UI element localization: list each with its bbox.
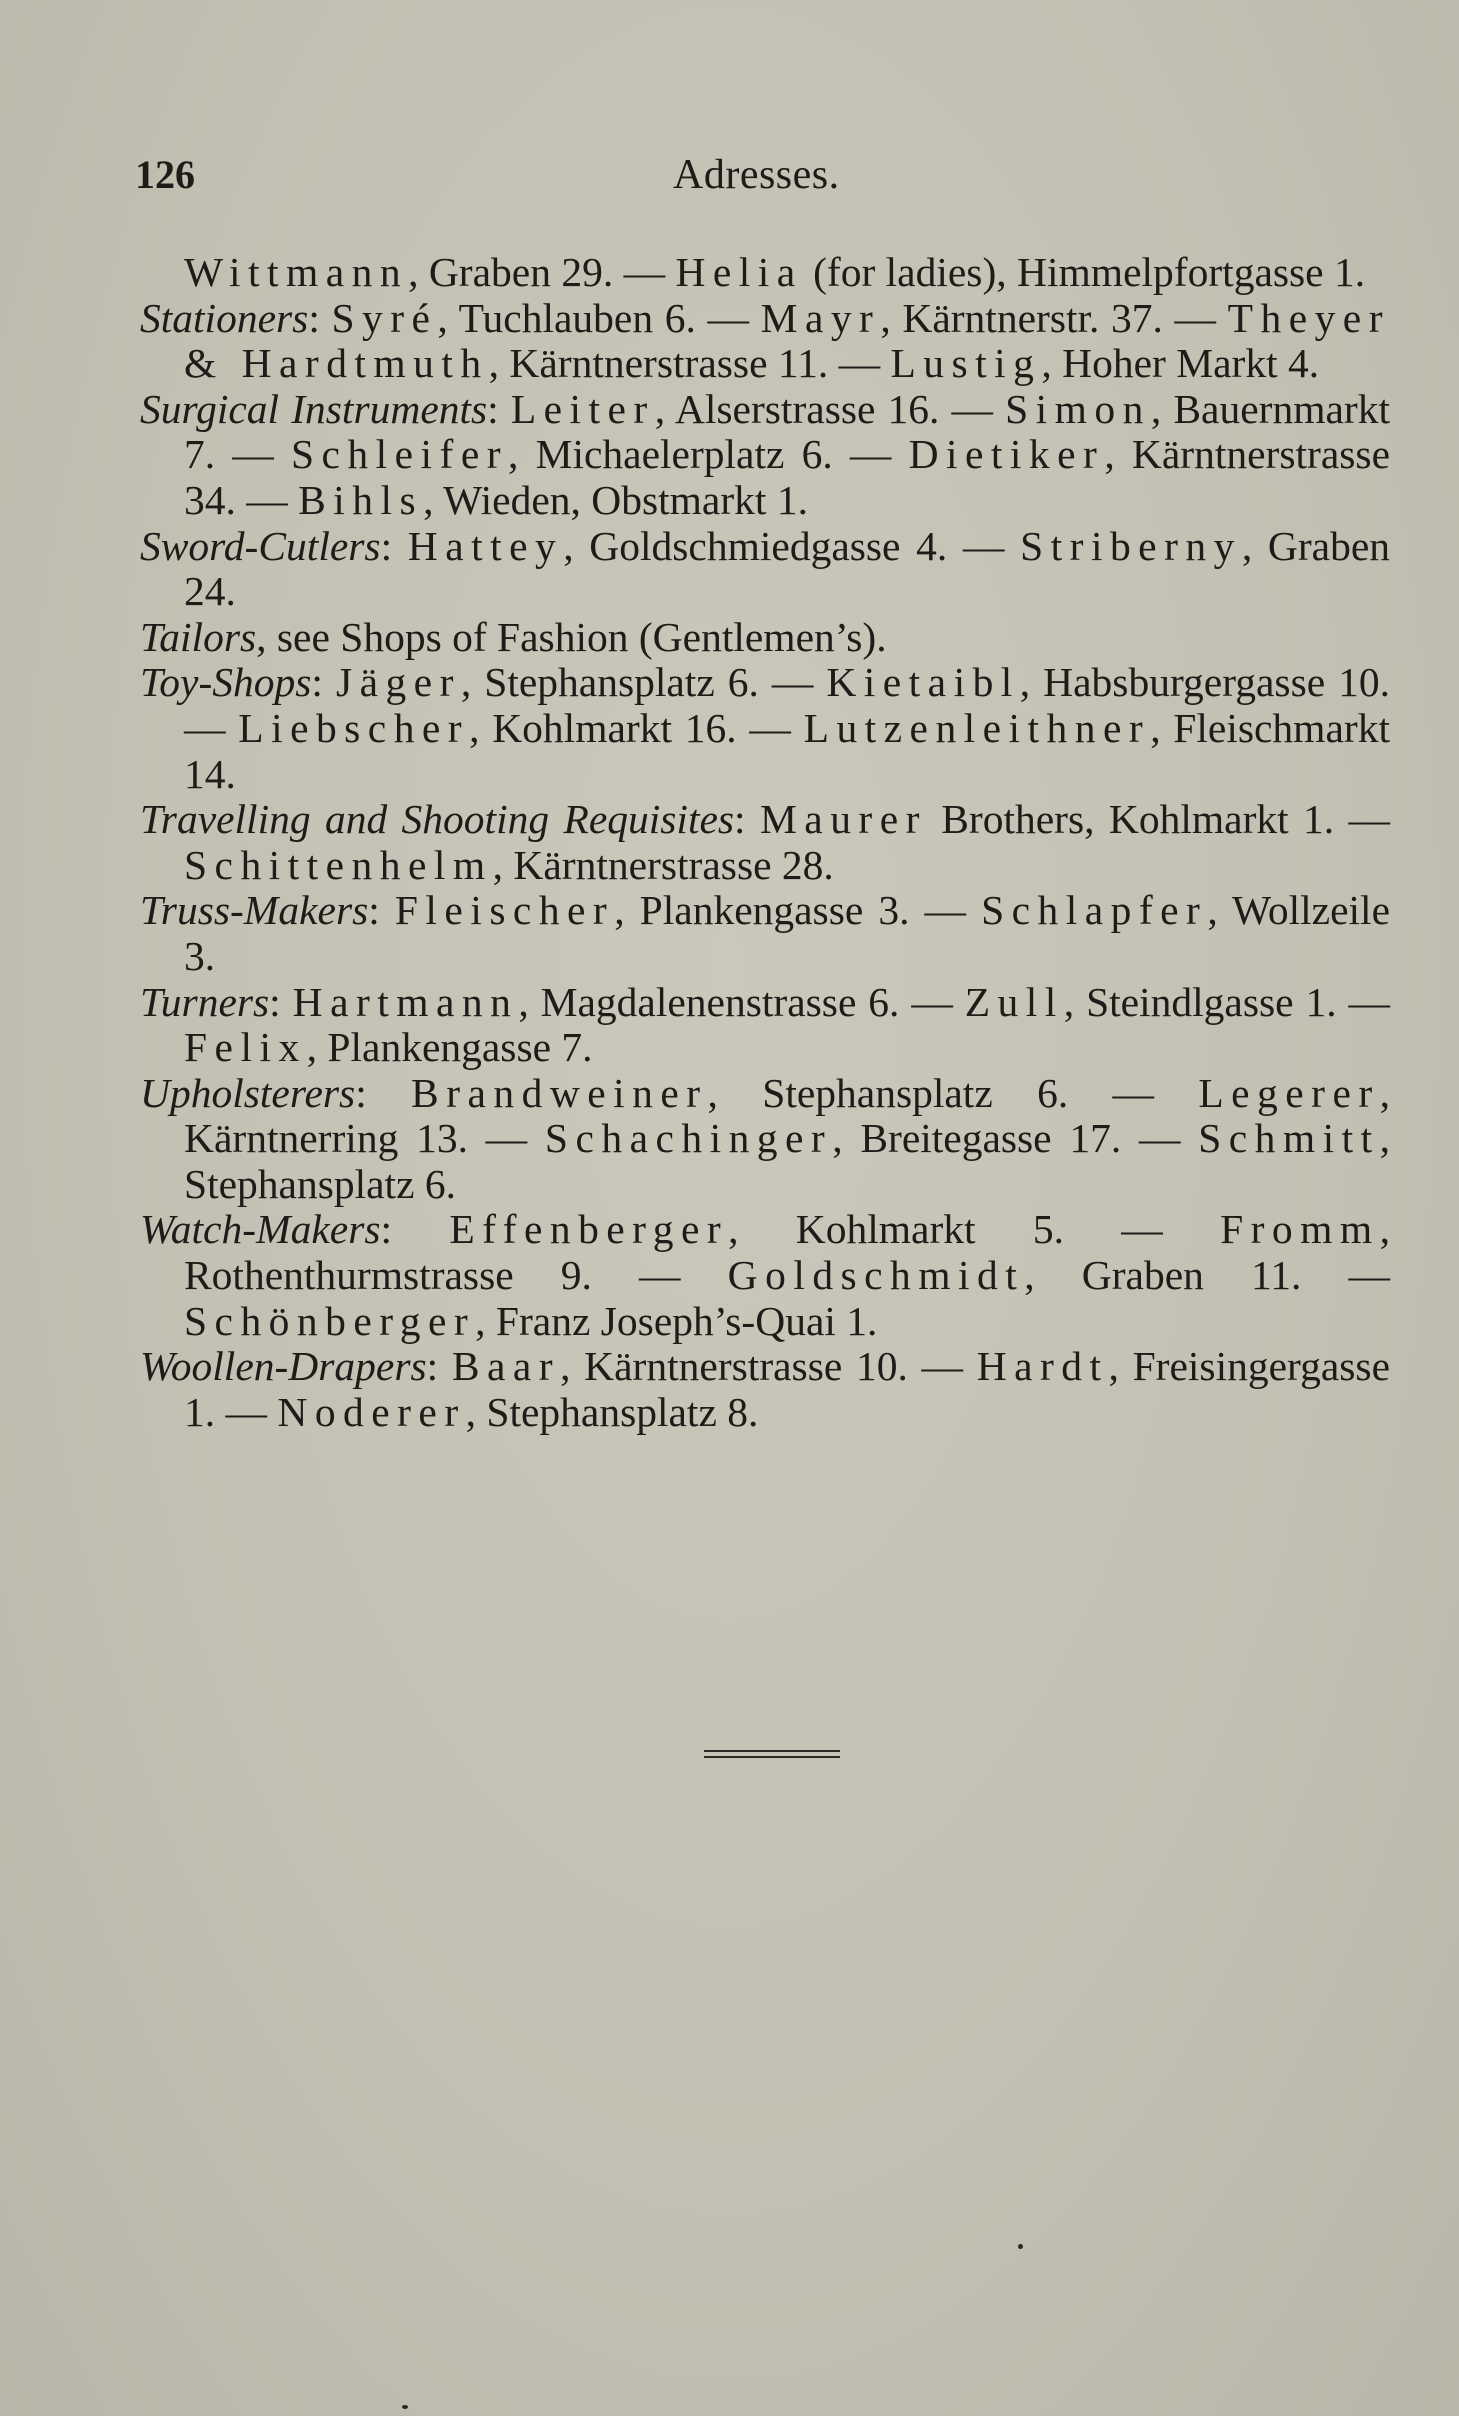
address-entry bbox=[140, 1207, 1390, 1344]
address-text: , Graben 29. — bbox=[408, 249, 676, 295]
address-entry bbox=[140, 980, 1390, 1071]
address-text: , Steindlgasse 1. — bbox=[1063, 978, 1391, 1025]
address-entry bbox=[140, 888, 1390, 979]
merchant-name: Syré bbox=[331, 294, 438, 341]
address-text: , Rothenthurmstrasse 9. — bbox=[184, 1206, 1390, 1299]
address-text: , Graben 11. — bbox=[1024, 1252, 1390, 1299]
merchant-name: Striberny bbox=[1020, 522, 1242, 569]
address-text: , Alserstrasse 16. — bbox=[654, 385, 1006, 432]
running-title: Adresses. bbox=[673, 152, 840, 198]
address-text: , Breitegasse 17. — bbox=[832, 1115, 1199, 1162]
print-speck bbox=[402, 2405, 408, 2409]
merchant-name: Schleifer bbox=[290, 431, 509, 478]
merchant-name: Helia bbox=[675, 249, 803, 295]
merchant-name: Dietiker bbox=[908, 431, 1105, 478]
section-end-rule bbox=[704, 1750, 840, 1760]
merchant-name: Kietaibl bbox=[826, 659, 1020, 706]
merchant-name: Lustig bbox=[890, 340, 1042, 387]
merchant-name: Jäger bbox=[335, 659, 461, 706]
category-label: Surgical Instruments bbox=[140, 385, 488, 432]
address-text: : bbox=[308, 294, 332, 341]
merchant-name: Felix bbox=[184, 1024, 307, 1071]
merchant-name: Hattey bbox=[407, 522, 564, 569]
merchant-name: Schönberger bbox=[184, 1297, 476, 1344]
address-text: , Hoher Markt 4. bbox=[1041, 340, 1320, 387]
address-text: , Kärntnerstrasse 11. — bbox=[488, 340, 891, 387]
address-entry bbox=[140, 615, 1390, 661]
merchant-name: Zull bbox=[964, 978, 1064, 1025]
address-text: , Plankengasse 7. bbox=[306, 1024, 593, 1071]
merchant-name: Hardt bbox=[976, 1343, 1109, 1390]
category-label: Watch-Makers bbox=[140, 1206, 381, 1253]
address-text: , Wollzeile 3. bbox=[184, 887, 1390, 979]
merchant-name: Leiter bbox=[510, 385, 655, 432]
merchant-name: Fromm bbox=[1220, 1206, 1380, 1253]
category-label: Sword-Cutlers bbox=[140, 522, 381, 569]
address-text: , Plankengasse 3. — bbox=[614, 887, 982, 934]
address-entry bbox=[140, 797, 1390, 888]
address-text: , Stephansplatz 8. bbox=[465, 1388, 759, 1435]
page-number: 126 bbox=[135, 152, 195, 197]
address-text: , Kohlmarkt 5. — bbox=[728, 1206, 1221, 1253]
address-text: , Kohlmarkt 16. — bbox=[469, 704, 804, 751]
address-text: , Michaelerplatz 6. — bbox=[508, 431, 909, 478]
address-text: , Bauernmarkt 7. — bbox=[184, 385, 1390, 478]
address-entry bbox=[140, 1071, 1390, 1208]
address-text: , Goldschmiedgasse 4. — bbox=[563, 522, 1021, 569]
category-label: Upholsterers bbox=[140, 1069, 356, 1116]
merchant-name: Fleischer bbox=[394, 887, 615, 934]
merchant-name: Effenberger bbox=[449, 1206, 729, 1253]
address-text: , Tuchlauben 6. — bbox=[437, 294, 761, 341]
address-text: : bbox=[380, 522, 408, 569]
merchant-name: Goldschmidt bbox=[727, 1252, 1025, 1299]
address-text: , Stephansplatz 6. — bbox=[707, 1069, 1199, 1116]
merchant-name: Schmitt bbox=[1198, 1115, 1380, 1162]
address-text: , Freisingergasse 1. — bbox=[184, 1343, 1390, 1435]
category-label: Turners bbox=[140, 978, 270, 1025]
merchant-name: Maurer bbox=[759, 796, 927, 843]
category-label: Toy-Shops bbox=[140, 659, 312, 706]
address-text: , Kärntnerring 13. — bbox=[184, 1069, 1391, 1162]
address-text: Brothers, Kohlmarkt 1. — bbox=[926, 796, 1390, 843]
merchant-name: Schlapfer bbox=[981, 887, 1208, 934]
address-entry bbox=[140, 387, 1390, 524]
address-text: , Fleischmarkt 14. bbox=[184, 704, 1390, 797]
merchant-name: Wittmann bbox=[184, 249, 409, 295]
address-text: , Magdalenenstrasse 6. — bbox=[518, 978, 965, 1025]
category-label: Truss-Makers bbox=[140, 887, 369, 934]
merchant-name: Baar bbox=[451, 1343, 561, 1390]
merchant-name: Legerer bbox=[1198, 1069, 1380, 1116]
address-entry bbox=[140, 296, 1390, 387]
merchant-name: Schittenhelm bbox=[184, 841, 493, 888]
address-text: , Graben 24. bbox=[184, 522, 1390, 615]
address-text: : bbox=[355, 1069, 412, 1116]
address-text: , Stephansplatz 6. bbox=[184, 1115, 1390, 1207]
category-label: Stationers bbox=[140, 294, 309, 341]
address-text: , Wieden, Obstmarkt 1. bbox=[423, 476, 808, 523]
address-text: , Franz Joseph’s-Quai 1. bbox=[475, 1297, 878, 1344]
address-text: , Habsburgergasse 10. — bbox=[184, 659, 1391, 751]
address-entries bbox=[140, 250, 1390, 1435]
merchant-name: Liebscher bbox=[238, 704, 470, 751]
merchant-name: Hartmann bbox=[292, 978, 519, 1025]
merchant-name: Schachinger bbox=[544, 1115, 833, 1162]
running-head bbox=[135, 145, 1390, 205]
merchant-name: Brandweiner bbox=[411, 1069, 708, 1116]
address-text: , Stephansplatz 6. — bbox=[460, 659, 827, 706]
merchant-name: Simon bbox=[1005, 385, 1151, 432]
address-text: , see Shops of Fashion (Gentlemen’s). bbox=[256, 613, 887, 660]
address-text: : bbox=[368, 887, 395, 934]
address-text: : bbox=[487, 385, 511, 432]
address-text: (for ladies), Himmelpfortgasse 1. bbox=[802, 249, 1366, 295]
address-text: , Kärntnerstrasse 34. — bbox=[184, 431, 1391, 523]
address-entry bbox=[140, 1344, 1390, 1435]
address-entry bbox=[140, 250, 1390, 296]
address-text: : bbox=[426, 1343, 452, 1390]
print-speck bbox=[1018, 2244, 1023, 2249]
address-text: : bbox=[380, 1206, 450, 1253]
address-text: , Kärntnerstr. 37. — bbox=[880, 294, 1228, 341]
merchant-name: Theyer & Hardtmuth bbox=[184, 294, 1390, 387]
address-text: : bbox=[734, 796, 760, 843]
merchant-name: Noderer bbox=[277, 1388, 466, 1435]
category-label: Tailors bbox=[140, 613, 257, 660]
address-text: , Kärntnerstrasse 28. bbox=[492, 841, 834, 888]
merchant-name: Lutzenleithner bbox=[803, 704, 1151, 751]
merchant-name: Bihls bbox=[298, 476, 424, 523]
address-entry bbox=[140, 660, 1390, 797]
merchant-name: Mayr bbox=[760, 294, 881, 341]
address-text: , Kärntnerstrasse 10. — bbox=[560, 1343, 977, 1390]
address-entry bbox=[140, 524, 1390, 615]
category-label: Travelling and Shooting Requisites bbox=[140, 796, 735, 843]
address-text: : bbox=[269, 978, 293, 1025]
category-label: Woollen-Drapers bbox=[140, 1343, 427, 1390]
address-text: : bbox=[311, 659, 336, 706]
